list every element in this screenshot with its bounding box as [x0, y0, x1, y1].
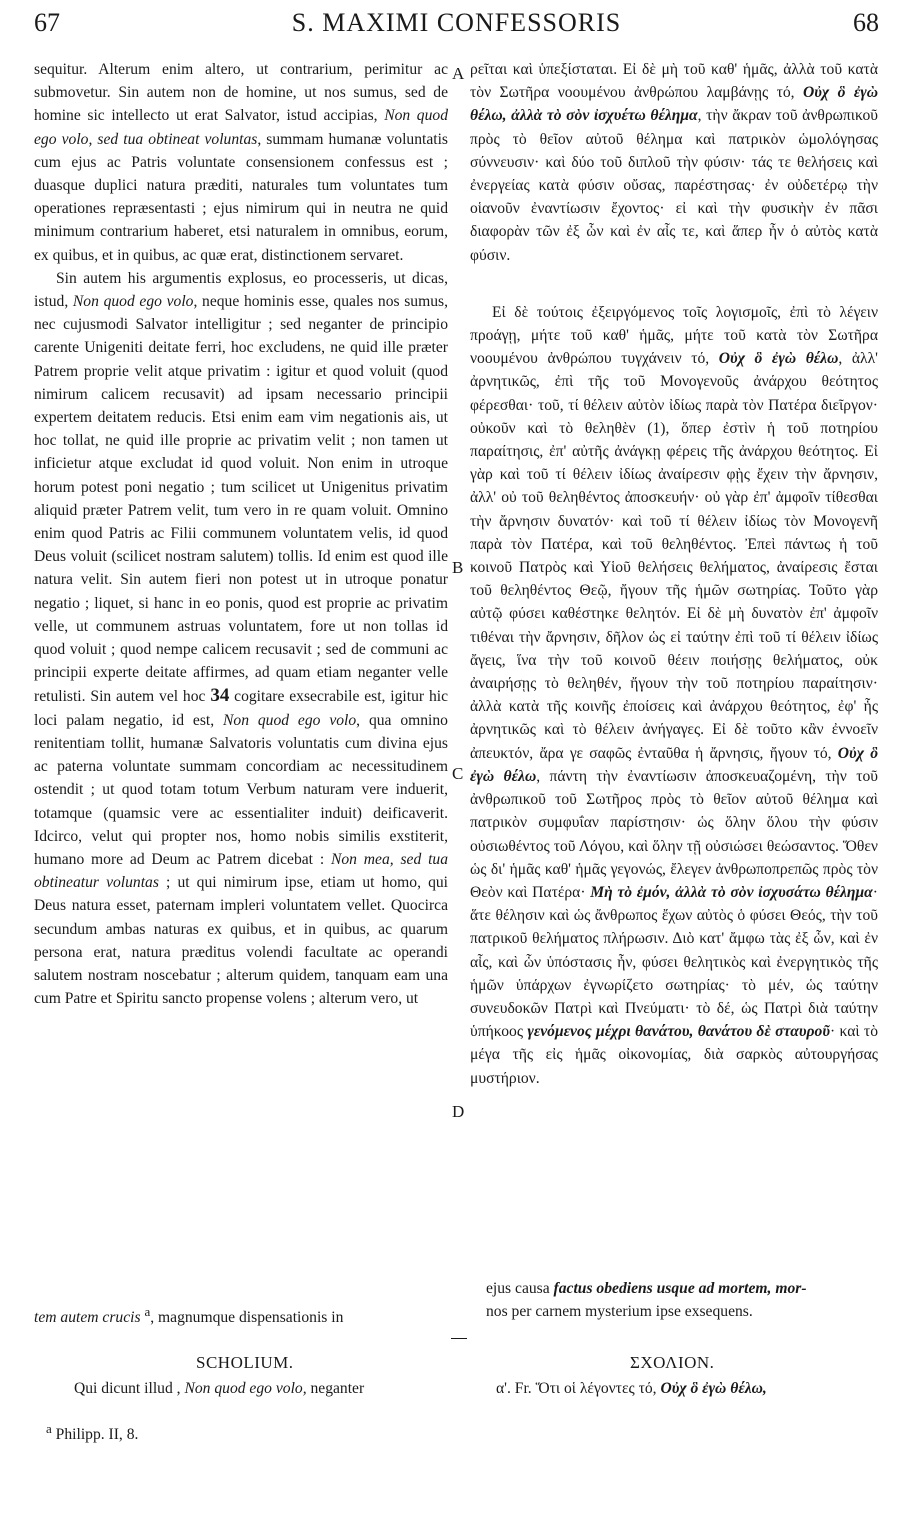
latin-text: nos per carnem mysterium ipse exsequens. [486, 1303, 753, 1320]
column-marker-c: C [452, 764, 464, 783]
latin-quote: Non quod ego volo, [184, 1380, 307, 1397]
latin-text: ejus causa [486, 1280, 554, 1297]
greek-text: , ἀλλ' ἀρνητικῶς, ἐπὶ τῆς τοῦ Μονογενοῦς ἀνάρχου θεότητος φέρεσθαι· τοῦ, τί θέλειν αὐτὸν ἰδίως παρὰ τὸν Πατέρα διεῖργον· οὐκοῦν καὶ τὸ θεληθὲν (1), ὅπερ ἐστὶν ἡ τοῦ ποτηρίου παραίτησις, ἐπ' αὐτῆς ἀνάγκῃ φέρεις τῆς ἀνάρχου θεότητος. Εἰ γὰρ καὶ τοῦ τί θέλειν ἰδίως ἀναίρεσιν φῂς ἔχειν τὴν ἄρνησιν, ἀλλ' οὐ τοῦ θεληθέντος ἀποσκευήν· οὐ γὰρ ἐπ' ἀμφοῖν τίθεσθαι τὴν ἄρνησιν δυνατόν· καὶ τοῦ τί θέλειν ἰδίως τὸν Μονογενῆ παρὰ τὸν Πατέρα, καὶ τοῦ θεληθέντος. Ἐπεὶ πάντως ἡ τοῦ κοινοῦ Πατρὸς καὶ Υἱοῦ θελήσεις θελήματος, ἀναίρεσις ἔσται τοῦ θεληθέντος Θεῷ, ἤγουν τῆς ἡμῶν σωτηρίας. Τοῦτο γὰρ αὐτῷ φύσει καθέστηκε θελητόν. Εἰ δὲ μὴ δυνατὸν ἐπ' ἀμφοῖν τιθέναι τὴν ἄρνησιν, δῆλον ὡς εἰ ταύτην ἐπὶ τοῦ τί θέλειν ἰδίως ἄγεις, ἵνα τὴν τοῦ κοινοῦ θέειν ποιήσῃς θελήματος, οὐκ ἀναιρήσῃς τὸ θεληθέν, ἤγουν τὴν τοῦ ποτηρίου παραίτησιν· ἀλλὰ κατὰ τῆς κοινῆς ἐποίσεις καὶ ἀνάρχου θεότητος, ἐφ' ἧς ἀρνητικῶς καὶ τὸ θέλειν ἀνήγαγες. Εἰ δὲ τοῦτο κἂν ἐννοεῖν ἀπευκτόν, ἄρα γε σαφῶς ἐνταῦθα ἡ ἄρνησις, ἤγουν τό, [470, 350, 878, 762]
latin-text: neganter [306, 1380, 365, 1397]
column-marker-b: B [452, 558, 464, 577]
latin-concluding-fragment [34, 1300, 343, 1329]
greek-paragraph-2 [470, 301, 878, 1090]
scholium-latin-line [74, 1377, 364, 1400]
greek-text: Εἰ δὲ τούτοις ἐξειργόμενος τοῖς λογισμοῖς, ἐπὶ τὸ λέγειν προάγῃ, μήτε τοῦ καθ' ἡμᾶς, μήτε τοῦ κατὰ τὸν Σωτῆρα νοουμένου ἀνθρώπου τυγχάνειν τό, [470, 303, 878, 368]
latin-translation-fragment [486, 1300, 753, 1323]
latin-quote: tem autem crucis [34, 1309, 141, 1327]
page-number-left: 67 [34, 8, 60, 37]
latin-quote: factus obediens usque ad mortem, mor- [553, 1280, 807, 1297]
footnote-text: Philipp. II, 8. [51, 1426, 139, 1444]
footnote [46, 1418, 138, 1446]
latin-text: ; ut qui nimirum ipse, etiam ut homo, qui Deus natura esset, paternam impleri voluntatem vellet. Quocirca secundum ambas naturas ex quibus, et in quibus, ac quarum persona erat, natura præditus volendi facultate ac operandi salutem nostram noscebatur ; alterum quidem, tanquam eam una cum Patre et Spiritu sancto propense volens ; alterum vero, ut [34, 874, 449, 1008]
latin-text: , qua omnino renitentiam tollit, humanæ Salvatoris voluntatis cum divina ejus ac paterna voluntate summam concordiam ac necessitudinem ostendit ; ut quod totam totum Verbum naturam vere induerit, totamque (quamsic vere ac essentialiter induit) deificaverit. Idcirco, velut qui propter nos, homo nobis similis exstiterit, humano more ad Deum ac Patrem dicebat : [34, 711, 448, 868]
latin-translation-prefix [486, 1277, 807, 1300]
greek-column [470, 58, 878, 1090]
latin-column [34, 58, 448, 1010]
latin-paragraph-1 [34, 58, 448, 267]
column-marker-a: A [452, 64, 465, 83]
greek-text: , πάντη τὴν ἐναντίωσιν ἀποσκευαζομένη, τὴν τοῦ ἀνθρωπικοῦ τοῦ Σωτῆρος πρὸς τὸ θεῖον αὐτοῦ θέλημα καὶ πατρικὸν συμφυΐαν παρίστησιν· ὡς ὅλην ὅλου τὴν φύσιν οὐσιωθέντος τοῦ Λόγου, καὶ ὅλην τῇ οὐσιώσει θεώσαντος. Ὅθεν ὡς δι' ἡμᾶς καθ' ἡμᾶς γεγονώς, ἔλεγεν ἀνθρωποπρεπῶς πρὸς τὸν Θεὸν καὶ Πατέρα· [470, 767, 878, 901]
latin-quote: Non mea, sed tua obtineatur voluntas [34, 850, 448, 892]
scholium-heading-latin: SCHOLIUM. [196, 1353, 294, 1372]
latin-text: sequitur. Alterum enim altero, ut contrarium, perimitur ac submovetur. Sin autem non de homine, ut nos sumus, sed de homine sic intellecto ut erat Salvator, istud accipias, [34, 61, 448, 125]
latin-text: , magnumque dispensationis in [150, 1309, 344, 1327]
greek-text: , τὴν ἄκραν τοῦ ἀνθρωπικοῦ πρὸς τὸ θεῖον αὐτοῦ θέλημα καὶ πατρικὸν ὡμολόγησας σύννευσιν· καὶ δύο τοῦ διπλοῦ τὴν φύσιν· τάς τε θελήσεις καὶ ἐνεργείας κατὰ φύσιν οὔσας, παρέστησας· ἐν οὐδετέρῳ τὴν οἱανοῦν ἐναντίωσιν ἔχοντος· εἰ καὶ τὴν φυσικὴν ἐν πᾶσι διαφορὰν τῶν ἐξ ὧν καὶ ἐν αἷς τε, καὶ ἅπερ ἦν ὁ αὐτὸς κατὰ φύσιν. [470, 107, 878, 264]
footnote-ref: a [144, 1304, 151, 1319]
latin-text: , neque hominis esse, quales nos sumus, nec cujusmodi Salvator intelligitur ; sed neganter de principio carente Unigeniti deitate ferri, hoc excludens, ne quid ille præter Patrem proprie velit atque privatim : igitur et quod voluit (quod nimirum calicem recusavit) ad ipsam necessario principii expertem deitatem reducis. Etsi enim eam vim negationis ais, ut hoc tollat, ne quid ille proprie ac privatim velit ; non tamen ut inficietur atque excludat id quod voluit. Non enim in utroque horum potest poni negatio ; tum scilicet ut Unigenitus privatim aliquid præter Patrem velit, tum vero in re quam voluit. Omnino enim quod Patris ac Filii communem voluntatem velis, id quod Deus voluit (scilicet nostram salutem) tollis. Id enim est quod ille natura velit. Sin autem fieri non potest ut in utroque ponatur negatio ; liquet, si hanc in eo ponis, quod est proprie ac privatim velle, ut communem astruas voluntatem, fore ut non tollas id quod voluit ; quod nempe calicem recusavit ; sed de communi ac principii experte deitate affirmes, ad quam etiam neganter velle retulisti. Sin autem vel hoc [34, 293, 449, 706]
latin-quote: Non quod ego volo [223, 711, 357, 729]
page-number-right: 68 [853, 8, 879, 37]
footnote-mark: a [46, 1421, 52, 1436]
greek-text: · καὶ τὸ μέγα τῆς εἰς ἡμᾶς οἰκονομίας, διὰ σαρκὸς αὐτουργήσας μυστήριον. [470, 1023, 878, 1087]
greek-quote: Οὐχ ὃ ἐγὼ θέλω [470, 744, 879, 785]
latin-quote: Non quod ego volo [72, 293, 194, 311]
page-break-number: 34 [210, 685, 230, 707]
scholium-heading-greek: ΣΧΟΛΙΟΝ. [630, 1353, 715, 1372]
greek-quote: Μὴ τὸ ἐμόν, ἀλλὰ τὸ σὸν ἰσχυσάτω θέλημα [590, 883, 873, 901]
latin-paragraph-2 [34, 267, 448, 1011]
greek-quote: Οὐχ ὃ ἐγὼ θέλω, [660, 1380, 767, 1397]
latin-text: , summam humanæ voluntatis cum ejus ac Patris voluntate consensionem confessus est ; duasque duplici natura præditi, naturales tum voluntates tum operationes repræsentasti ; ejus nimirum qui in neutra ne quid minimum contrarium haberet, etsi naturalem in omnibus, eorum, ex quibus, et in quibus, ac quæ erat, distinctionem servaret. [34, 130, 448, 264]
running-title: S. MAXIMI CONFESSORIS [291, 8, 622, 37]
greek-text: ρεῖται καὶ ὑπεξίσταται. Εἰ δὲ μὴ τοῦ καθ' ἡμᾶς, ἀλλὰ τοῦ κατὰ τὸν Σωτῆρα νοουμένου ἀνθρώπου λαμβάνῃς τό, [470, 61, 878, 102]
latin-text: Qui dicunt illud , [74, 1380, 185, 1397]
greek-text: α'. Fr. Ὅτι οἱ λέγοντες τό, [496, 1380, 661, 1397]
latin-text: Sin autem his argumentis explosus, eo processeris, ut dicas, istud, [34, 269, 448, 311]
greek-quote: Οὐχ ὃ ἐγὼ θέλω, ἀλλὰ τὸ σὸν ἰσχυέτω θέλημα [470, 84, 878, 125]
greek-paragraph-1 [470, 58, 878, 267]
scholium-greek-line [496, 1377, 767, 1400]
greek-quote: Οὐχ ὃ ἐγὼ θέλω [718, 350, 839, 368]
greek-text: · ἅτε θέλησιν καὶ ὡς ἄνθρωπος ἔχων αὐτὸς ὁ φύσει Θεός, τὴν τοῦ πατρικοῦ θελήματος πλήρωσιν. Διὸ κατ' ἄμφω τὰς ἐξ ὧν, καὶ ἐν αἷς, καὶ ὧν ὑπόστασις ἦν, φύσει θελητικὸς καὶ ἐνεργητικὸς τῆς ἡμῶν ὑπάρχων ἐγνωρίζετο σωτηρίας· τὸ μέν, ὡς ταύτην συνευδοκῶν Πατρὶ καὶ Πνεύματι· τὸ δέ, ὡς Πατρὶ διὰ ταύτην ὑπήκοος [470, 883, 878, 1041]
latin-text: cogitare exsecrabile est, igitur hic loci palam negatio, id est, [34, 688, 448, 729]
latin-quote: Non quod ego volo, sed tua obtineat voluntas [34, 107, 448, 148]
greek-quote: γενόμενος μέχρι θανάτου, θανάτου δὲ σταυροῦ [527, 1023, 830, 1041]
section-divider [451, 1338, 467, 1339]
column-marker-d: D [452, 1102, 465, 1121]
